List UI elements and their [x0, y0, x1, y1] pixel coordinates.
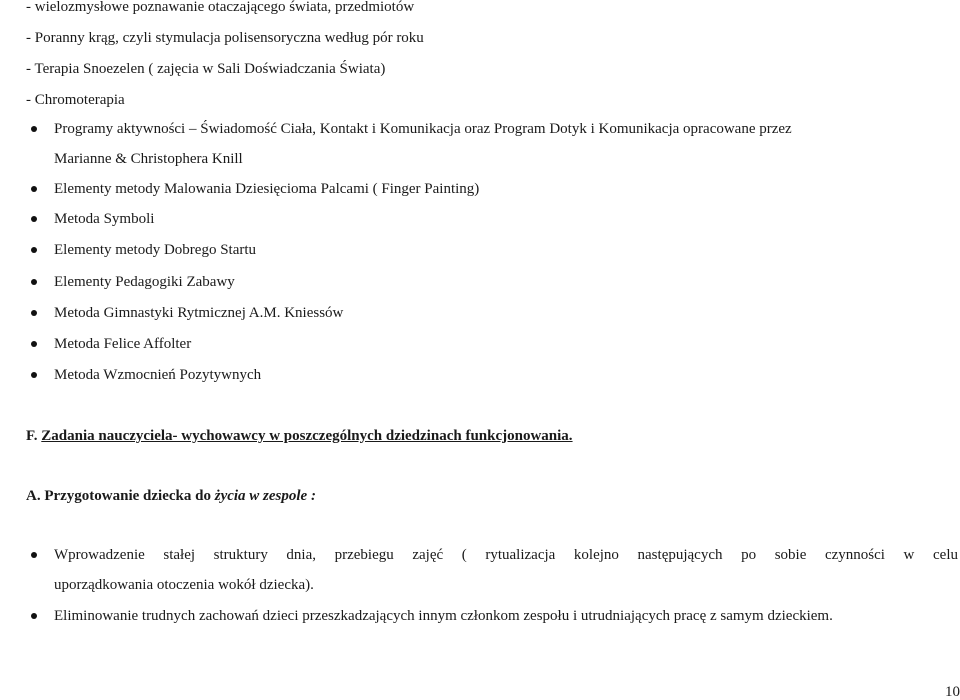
section-f-heading [26, 427, 573, 445]
list-item: Elementy Pedagogiki Zabawy [54, 274, 235, 290]
list-item: Programy aktywności – Świadomość Ciała, Kontakt i Komunikacja oraz Program Dotyk i Komunikacja opracowane przez [54, 121, 792, 137]
list-item-continuation: Marianne & Christophera Knill [54, 151, 243, 167]
list-item-continuation: uporządkowania otoczenia wokół dziecka). [54, 577, 314, 593]
section-f-prefix: F. [26, 428, 38, 444]
list-item: Elementy metody Malowania Dziesięcioma Palcami ( Finger Painting) [54, 181, 480, 197]
list-item: Metoda Felice Affolter [54, 336, 192, 352]
page-number: 10 [945, 684, 960, 700]
list-item: Eliminowanie trudnych zachowań dzieci przeszkadzających innym członkom zespołu i utrudniających pracę z samym dzieckiem. [54, 608, 833, 624]
bullet-icon [31, 216, 37, 222]
section-a-prefix: A. Przygotowanie dziecka do [26, 488, 211, 504]
bullet-icon [31, 372, 37, 378]
section-a-italic: życia w zespole : [214, 488, 316, 504]
bullet-icon [31, 247, 37, 253]
bullet-icon [31, 126, 37, 132]
list-item: Metoda Wzmocnień Pozytywnych [54, 367, 262, 383]
bullet-icon [31, 186, 37, 192]
dash-item: - Poranny krąg, czyli stymulacja polisensoryczna według pór roku [26, 30, 424, 46]
list-item: Elementy metody Dobrego Startu [54, 242, 257, 258]
bullet-icon [31, 279, 37, 285]
bullet-icon [31, 613, 37, 619]
dash-item: - Terapia Snoezelen ( zajęcia w Sali Doświadczania Świata) [26, 61, 386, 77]
bullet-icon [31, 310, 37, 316]
bullet-icon [31, 341, 37, 347]
list-item: Metoda Gimnastyki Rytmicznej A.M. Kniessów [54, 305, 344, 321]
dash-item: - wielozmysłowe poznawanie otaczającego świata, przedmiotów [26, 0, 415, 15]
dash-item: - Chromoterapia [26, 92, 125, 108]
section-f-title: Zadania nauczyciela- wychowawcy w poszczególnych dziedzinach funkcjonowania. [41, 428, 573, 444]
section-a-heading [26, 487, 316, 505]
list-item: Metoda Symboli [54, 211, 155, 227]
bullet-icon [31, 552, 37, 558]
list-item: Wprowadzenie stałej struktury dnia, przebiegu zajęć ( rytualizacja kolejno następujących po sobie czynności w celu [54, 547, 958, 563]
